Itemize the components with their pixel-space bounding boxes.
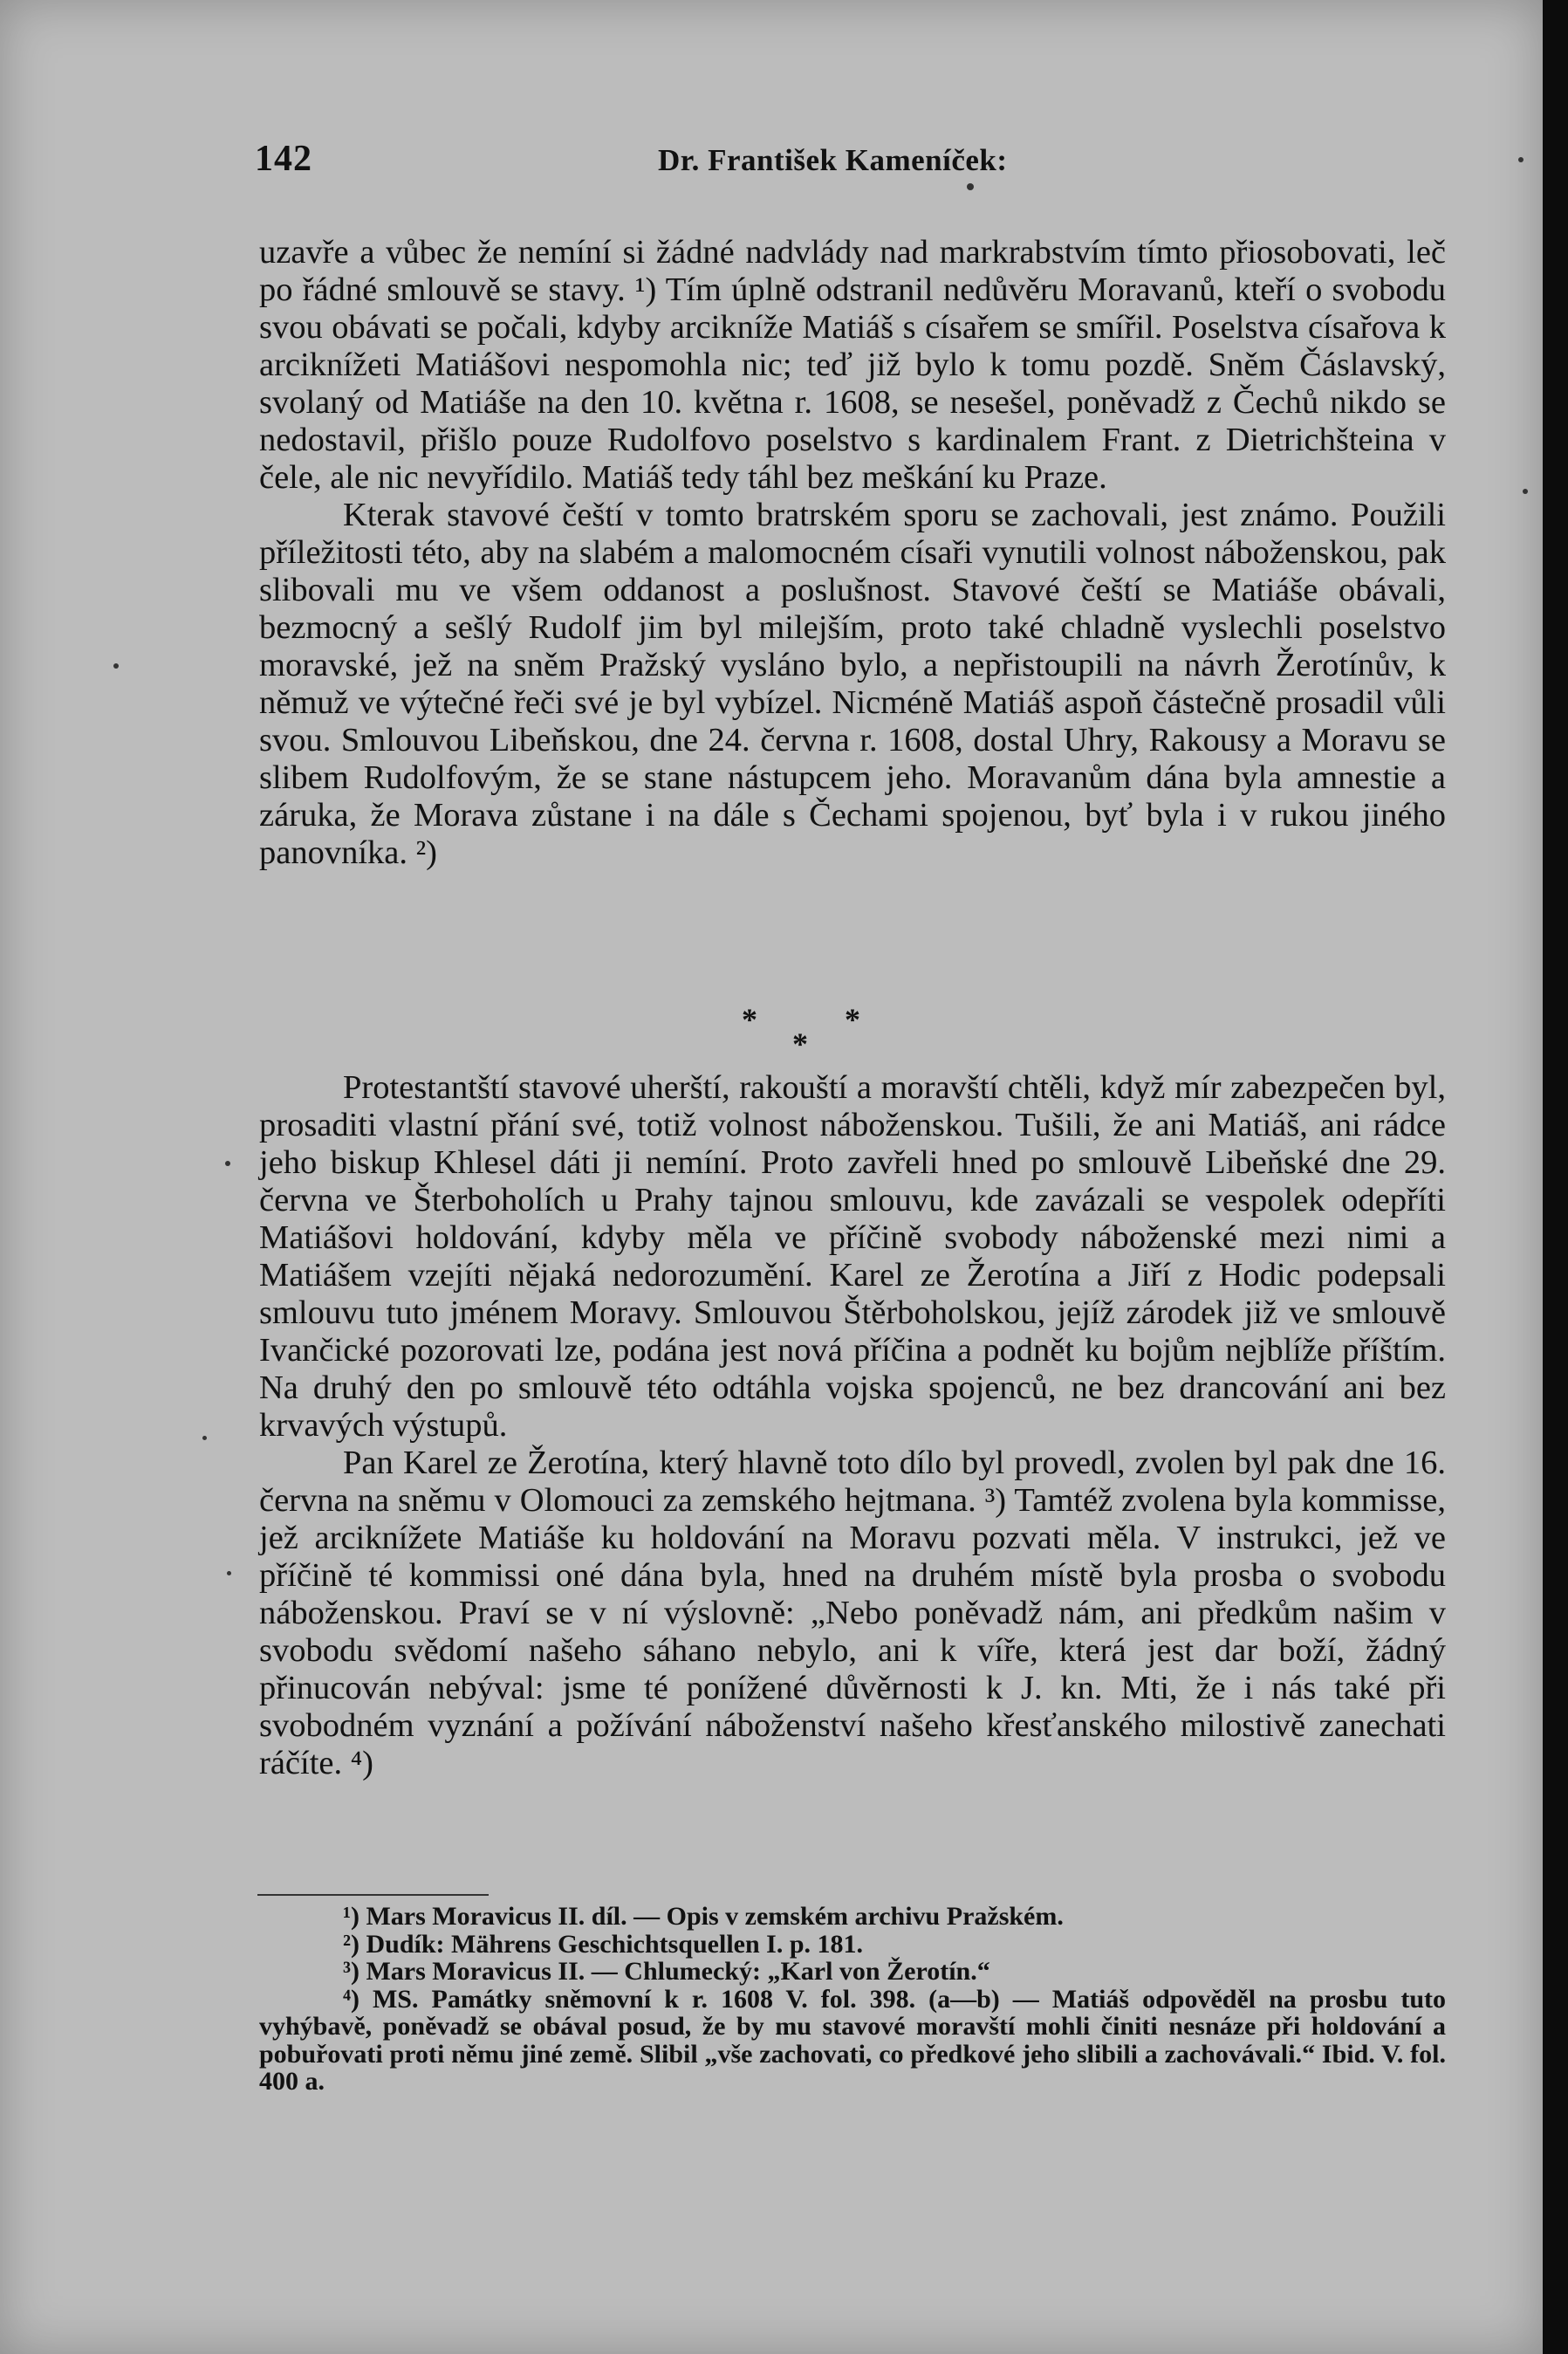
footnote-3: ³) Mars Moravicus II. — Chlumecký: „Karl von Žerotín.“ bbox=[343, 1957, 990, 1986]
footnote-4: ⁴) MS. Památky sněmovní k r. 1608 V. fol. 398. (a—b) — Matiáš odpověděl na prosbu tuto vyhýbavě, poněvadž se obával posud, že by mu stavové moravští mohli činiti nesnáze při holdování a pobuřovati proti němu jiné země. Slibil „vše zachovati, co předkové jeho slibili a zachovávali.“ Ibid. V. fol. 400 a. bbox=[259, 1984, 1446, 2096]
separator-star: * bbox=[792, 1026, 808, 1061]
footnotes bbox=[259, 1903, 1446, 2096]
page-header bbox=[255, 138, 1424, 190]
print-speck bbox=[113, 663, 119, 669]
print-speck bbox=[1518, 157, 1523, 162]
paragraph-1: uzavře a vůbec že nemíní si žádné nadvlády nad markrabstvím tímto přiosobovati, leč po řádné smlouvě se stavy. ¹) Tím úplně odstranil nedůvěru Moravanů, kteří o svobodu svou obávati se počali, kdyby arcikníže Matiáš s císařem se smířil. Poselstva císařova k arciknížeti Matiášovi nespomohla nic; teď již bylo k tomu pozdě. Sněm Čáslavský, svolaný od Matiáše na den 10. května r. 1608, se nesešel, poněvadž z Čechů nikdo se nedostavil, přišlo pouze Rudolfovo poselstvo s kardinalem Frant. z Dietrichšteina v čele, ale nic nevyřídilo. Matiáš tedy táhl bez meškání ku Praze. bbox=[259, 234, 1446, 496]
text-block-bottom bbox=[259, 1069, 1446, 1782]
print-speck bbox=[1523, 489, 1528, 494]
print-speck bbox=[202, 1436, 207, 1440]
paragraph-3: Protestantští stavové uherští, rakouští a moravští chtěli, když mír zabezpečen byl, prosaditi vlastní přání své, totiž volnost náboženskou. Tušili, že ani Matiáš, ani rádce jeho biskup Khlesel dáti ji nemíní. Proto zavřeli hned po smlouvě Libeňské dne 29. června ve Šterboholích u Prahy tajnou smlouvu, kde zavázali se vespolek odepříti Matiášovi holdování, kdyby měla ve příčině svobody náboženské mezi nimi a Matiášem vzejíti nějaká nedorozumění. Karel ze Žerotína a Jiří z Hodic podepsali smlouvu tuto jménem Moravy. Smlouvou Štěrboholskou, jejíž zárodek již ve smlouvě Ivančické pozorovati lze, podána jest nová příčina a podnět ku bojům nejblíže příštím. Na druhý den po smlouvě této odtáhla vojska spojenců, ne bez drancování ani bez krvavých výstupů. bbox=[259, 1069, 1446, 1444]
footnote-rule bbox=[257, 1894, 489, 1896]
separator-star: * bbox=[742, 1002, 757, 1037]
footnote-1: ¹) Mars Moravicus II. díl. — Opis v zemském archivu Pražském. bbox=[343, 1902, 1064, 1931]
section-separator bbox=[742, 1001, 951, 1071]
separator-star: * bbox=[845, 1002, 860, 1037]
print-speck bbox=[967, 183, 974, 190]
footnote-2: ²) Dudík: Mährens Geschichtsquellen I. p. 181. bbox=[343, 1929, 864, 1959]
page-number: 142 bbox=[255, 139, 312, 179]
text-block-top bbox=[259, 234, 1446, 872]
print-speck bbox=[225, 1161, 230, 1166]
print-speck bbox=[227, 1571, 231, 1575]
paragraph-2: Kterak stavové čeští v tomto bratrském sporu se zachovali, jest známo. Použili příležitosti této, aby na slabém a malomocném císaři vynutili volnost náboženskou, pak slibovali mu ve všem oddanost a poslušnost. Stavové čeští se Matiáše obávali, bezmocný a sešlý Rudolf jim byl milejším, proto také chladně vyslechli poselstvo moravské, jež na sněm Pražský vysláno bylo, a nepřistoupili na návrh Žerotínův, k němuž ve výtečné řeči své je byl vybízel. Nicméně Matiáš aspoň částečně prosadil vůli svou. Smlouvou Libeňskou, dne 24. června r. 1608, dostal Uhry, Rakousy a Moravu se slibem Rudolfovým, že se stane nástupcem jeho. Moravanům dána byla amnestie a záruka, že Morava zůstane i na dále s Čechami spojenou, byť byla i v rukou jiného panovníka. ²) bbox=[259, 497, 1446, 871]
running-title: Dr. František Kameníček: bbox=[658, 143, 1008, 177]
paragraph-4: Pan Karel ze Žerotína, který hlavně toto dílo byl provedl, zvolen byl pak dne 16. června na sněmu v Olomouci za zemského hejtmana. ³) Tamtéž zvolena byla kommisse, jež arciknížete Matiáše ku holdování na Moravu pozvati měla. V instrukci, jež ve příčině té kommissi oné dána byla, hned na druhém místě byla prosba o svobodu náboženskou. Praví se v ní výslovně: „Nebo poněvadž nám, ani předkům našim v svobodu svědomí našeho sáhano nebylo, ani k víře, která jest dar boží, žádný přinucován nebýval: jsme té ponížené důvěrnosti k J. kn. Mti, že i nás také při svobodném vyznání a požívání náboženství našeho křesťanského milostivě zanechati ráčíte. ⁴) bbox=[259, 1445, 1446, 1781]
